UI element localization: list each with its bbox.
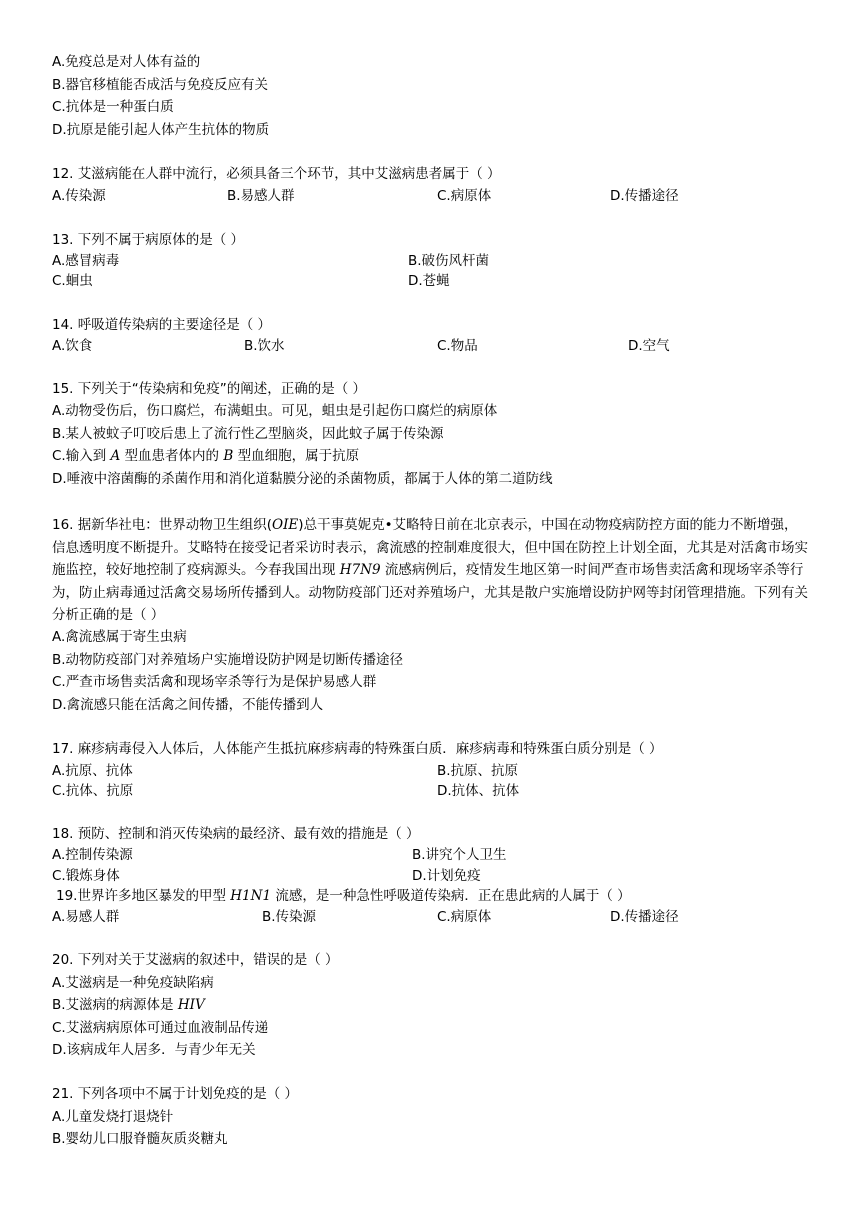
q14-option-b: B.饮水 bbox=[244, 338, 285, 354]
q12-option-d: D.传播途径 bbox=[610, 188, 679, 204]
q15-option-b: B.某人被蚊子叮咬后患上了流行性乙型脑炎，因此蚊子属于传染源 bbox=[52, 426, 444, 442]
q17-option-a: A.抗原、抗体 bbox=[52, 763, 133, 779]
q20-option-d: D.该病成年人居多．与青少年无关 bbox=[52, 1042, 256, 1058]
q19-stem: 19.世界许多地区暴发的甲型 H1N1 流感，是一种急性呼吸道传染病．正在患此病的人属于（ ） bbox=[56, 888, 631, 904]
q11-option-b: B.器官移植能否成活与免疫反应有关 bbox=[52, 77, 269, 93]
q12-option-a: A.传染源 bbox=[52, 188, 106, 204]
q13-option-b: B.破伤风杆菌 bbox=[408, 253, 490, 269]
q18-option-c: C.锻炼身体 bbox=[52, 868, 120, 884]
q20-option-c: C.艾滋病病原体可通过血液制品传递 bbox=[52, 1020, 269, 1036]
q19-option-a: A.易感人群 bbox=[52, 909, 120, 925]
q13-option-d: D.苍蝇 bbox=[408, 273, 450, 289]
q18-stem: 18. 预防、控制和消灭传染病的最经济、最有效的措施是（ ） bbox=[52, 826, 420, 842]
q12-option-b: B.易感人群 bbox=[227, 188, 295, 204]
q17-stem: 17. 麻疹病毒侵入人体后，人体能产生抵抗麻疹病毒的特殊蛋白质．麻疹病毒和特殊蛋白质分别是（ ） bbox=[52, 741, 663, 757]
q12-stem: 12. 艾滋病能在人群中流行，必须具备三个环节，其中艾滋病患者属于（ ） bbox=[52, 166, 501, 182]
q16-option-d: D.禽流感只能在活禽之间传播，不能传播到人 bbox=[52, 697, 324, 713]
q18-option-d: D.计划免疫 bbox=[412, 868, 481, 884]
q15-stem: 15. 下列关于“传染病和免疫”的阐述，正确的是（ ） bbox=[52, 381, 367, 397]
q11-option-a: A.免疫总是对人体有益的 bbox=[52, 54, 201, 70]
q16-option-b: B.动物防疫部门对养殖场户实施增设防护网是切断传播途径 bbox=[52, 652, 404, 668]
q15-option-c: C.输入到 A 型血患者体内的 B 型血细胞，属于抗原 bbox=[52, 448, 360, 464]
q16-stem: 16. 据新华社电：世界动物卫生组织(OIE)总干事莫妮克•艾略特日前在北京表示，中国在动物疫病防控方面的能力不断增强，信息透明度不断提升。艾略特在接受记者采访时表示，禽流感的控制难度很大，但中国在防控上计划全面，尤其是对活禽市场实施监控，较好地控制了疫病源头。今春我国出现 H7N9 流感病例后，疫情发生地区第一时间严查市场售卖活禽和现场宰杀等行为，防止病毒通过活禽交易场所传播到人。动物防疫部门还对养殖场户，尤其是散户实施增设防护网等封闭管理措施。下列有关分析正确的是（ ） bbox=[52, 517, 808, 623]
q21-stem: 21. 下列各项中不属于计划免疫的是（ ） bbox=[52, 1086, 299, 1102]
q12-option-c: C.病原体 bbox=[437, 188, 492, 204]
q21-option-b: B.婴幼儿口服脊髓灰质炎糖丸 bbox=[52, 1131, 228, 1147]
q20-option-a: A.艾滋病是一种免疫缺陷病 bbox=[52, 975, 214, 991]
q11-option-c: C.抗体是一种蛋白质 bbox=[52, 99, 174, 115]
q13-option-c: C.蛔虫 bbox=[52, 273, 93, 289]
q13-stem: 13. 下列不属于病原体的是（ ） bbox=[52, 232, 245, 248]
q19-option-b: B.传染源 bbox=[262, 909, 317, 925]
q17-option-b: B.抗原、抗原 bbox=[437, 763, 519, 779]
q11-option-d: D.抗原是能引起人体产生抗体的物质 bbox=[52, 122, 270, 138]
q16-option-a: A.禽流感属于寄生虫病 bbox=[52, 629, 187, 645]
q19-option-d: D.传播途径 bbox=[610, 909, 679, 925]
q21-option-a: A.儿童发烧打退烧针 bbox=[52, 1109, 174, 1125]
q14-option-a: A.饮食 bbox=[52, 338, 93, 354]
q18-option-b: B.讲究个人卫生 bbox=[412, 847, 507, 863]
q19-option-c: C.病原体 bbox=[437, 909, 492, 925]
q15-option-d: D.唾液中溶菌酶的杀菌作用和消化道黏膜分泌的杀菌物质，都属于人体的第二道防线 bbox=[52, 471, 553, 487]
q14-option-d: D.空气 bbox=[628, 338, 670, 354]
q17-option-d: D.抗体、抗体 bbox=[437, 783, 520, 799]
q15-option-a: A.动物受伤后，伤口腐烂，布满蛆虫。可见，蛆虫是引起伤口腐烂的病原体 bbox=[52, 403, 498, 419]
q17-option-c: C.抗体、抗原 bbox=[52, 783, 134, 799]
q20-stem: 20. 下列对关于艾滋病的叙述中，错误的是（ ） bbox=[52, 952, 339, 968]
q14-option-c: C.物品 bbox=[437, 338, 478, 354]
q20-option-b: B.艾滋病的病源体是 HIV bbox=[52, 997, 205, 1013]
q16-option-c: C.严查市场售卖活禽和现场宰杀等行为是保护易感人群 bbox=[52, 674, 377, 690]
q13-option-a: A.感冒病毒 bbox=[52, 253, 120, 269]
q18-option-a: A.控制传染源 bbox=[52, 847, 133, 863]
q14-stem: 14. 呼吸道传染病的主要途径是（ ） bbox=[52, 317, 272, 333]
